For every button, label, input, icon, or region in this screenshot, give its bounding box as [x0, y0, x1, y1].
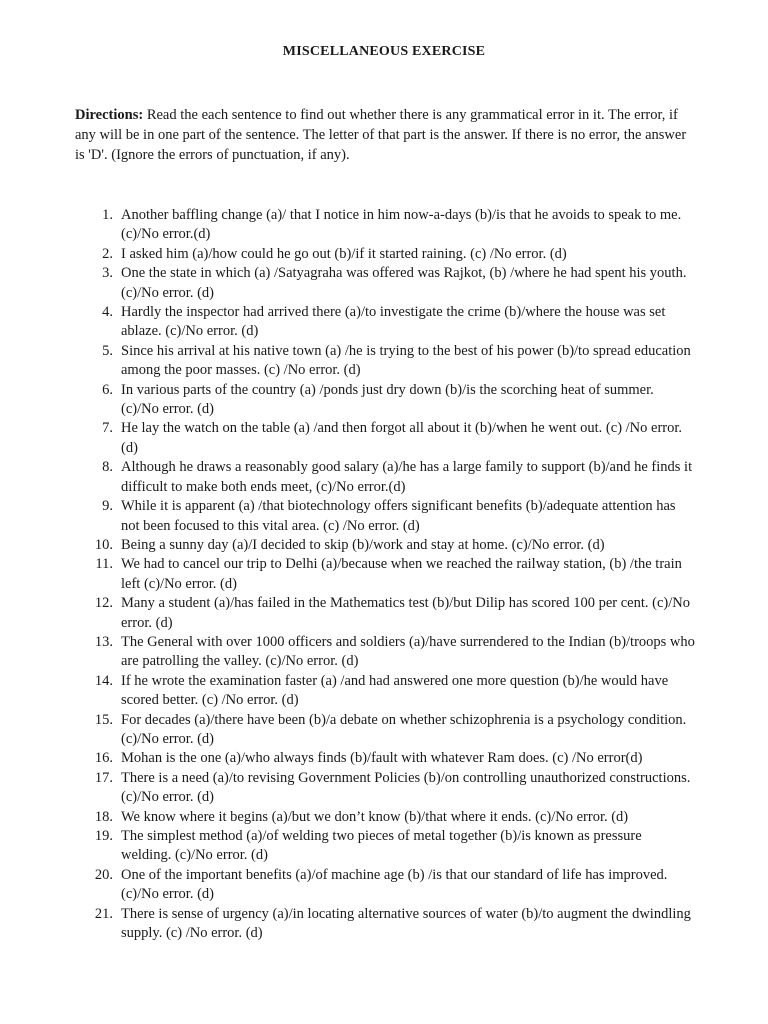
question-text: Being a sunny day (a)/I decided to skip (b)/work and stay at home. (c)/No error. (d) [121, 536, 605, 553]
question-item [75, 827, 695, 866]
question-item [75, 303, 695, 342]
question-text: In various parts of the country (a) /ponds just dry down (b)/is the scorching heat of summer. (c)/No error. (d) [121, 381, 654, 418]
question-text: He lay the watch on the table (a) /and then forgot all about it (b)/when he went out. (c) /No error. (d) [121, 420, 683, 456]
question-text: Although he draws a reasonably good salary (a)/he has a large family to support (b)/and he finds it difficult to make both ends meet, (c)/No error.(d) [121, 459, 693, 495]
question-number: 15. [94, 711, 113, 728]
question-number: 12. [94, 595, 113, 612]
question-number: 2. [102, 245, 113, 262]
question-item [75, 594, 695, 633]
question-item [75, 245, 695, 264]
question-text: For decades (a)/there have been (b)/a debate on whether schizophrenia is a psychology condition. (c)/No error. (d) [121, 711, 687, 747]
page-title: MISCELLANEOUS EXERCISE [282, 44, 486, 59]
question-text: Hardly the inspector had arrived there (a)/to investigate the crime (b)/where the house was set ablaze. (c)/No error. (d) [121, 304, 666, 340]
question-item [75, 555, 695, 594]
question-text: Since his arrival at his native town (a) /he is trying to the best of his power (b)/to spread education among the poor masses. (c) /No error. (d) [121, 342, 691, 379]
question-text: One of the important benefits (a)/of machine age (b) /is that our standard of life has improved. (c)/No error. (d) [121, 866, 668, 903]
question-number: 3. [102, 265, 113, 282]
directions-text: Read the each sentence to find out whether there is any grammatical error in it. The error, if any will be in one part of the sentence. The letter of that part is the answer. If there is no error, the answer is 'D'. (Ignore the errors of punctuation, if any). [75, 107, 687, 163]
question-item [75, 633, 695, 672]
question-number: 4. [102, 304, 113, 321]
question-number: 21. [94, 905, 113, 922]
question-number: 7. [102, 420, 113, 437]
question-item [75, 866, 695, 905]
question-item [75, 905, 695, 944]
question-number: 5. [102, 342, 113, 359]
question-item [75, 419, 695, 458]
question-number: 14. [94, 672, 113, 689]
question-text: The simplest method (a)/of welding two pieces of metal together (b)/is known as pressure welding. (c)/No error. (d) [121, 828, 642, 864]
question-number: 17. [94, 769, 113, 786]
question-number: 16. [94, 750, 113, 767]
question-text: We had to cancel our trip to Delhi (a)/because when we reached the railway station, (b) /the train left (c)/No error. (d) [121, 556, 682, 592]
question-item [75, 206, 695, 245]
question-text: One the state in which (a) /Satyagraha was offered was Rajkot, (b) /where he had spent his youth. (c)/No error. (d) [121, 265, 687, 301]
question-text: Mohan is the one (a)/who always finds (b)/fault with whatever Ram does. (c) /No error(d) [121, 750, 643, 767]
question-item [75, 808, 695, 827]
question-text: While it is apparent (a) /that biotechnology offers significant benefits (b)/adequate attention has not been focused to this vital area. (c) /No error. (d) [121, 498, 676, 534]
question-item [75, 749, 695, 768]
question-number: 13. [94, 633, 113, 650]
question-number: 9. [102, 498, 113, 515]
question-item [75, 711, 695, 750]
question-item [75, 458, 695, 497]
question-text: I asked him (a)/how could he go out (b)/if it started raining. (c) /No error. (d) [121, 245, 567, 262]
question-item [75, 672, 695, 711]
question-item [75, 497, 695, 536]
question-item [75, 342, 695, 381]
question-number: 10. [94, 536, 113, 553]
question-text: If he wrote the examination faster (a) /and had answered one more question (b)/he would have scored better. (c) /No error. (d) [121, 672, 669, 709]
directions-label: Directions: [75, 107, 144, 123]
question-text: There is a need (a)/to revising Government Policies (b)/on controlling unauthorized constructions. (c)/No error. (d) [121, 769, 691, 806]
question-item [75, 536, 695, 555]
question-number: 6. [102, 381, 113, 398]
question-number: 11. [95, 556, 113, 573]
question-text: The General with over 1000 officers and soldiers (a)/have surrendered to the Indian (b)/troops who are patrolling the valley. (c)/No error. (d) [121, 633, 695, 670]
question-number: 1. [102, 207, 113, 223]
question-text: Another baffling change (a)/ that I notice in him now-a-days (b)/is that he avoids to speak to me. (c)/No error.(d) [121, 207, 682, 243]
question-item [75, 381, 695, 420]
question-number: 18. [94, 808, 113, 825]
question-item [75, 769, 695, 808]
question-list [75, 206, 695, 943]
question-number: 19. [94, 828, 113, 844]
question-text: There is sense of urgency (a)/in locating alternative sources of water (b)/to augment the dwindling supply. (c) /No error. (d) [121, 905, 691, 942]
question-item [75, 264, 695, 303]
directions-paragraph [75, 105, 691, 165]
question-text: Many a student (a)/has failed in the Mathematics test (b)/but Dilip has scored 100 per cent. (c)/No error. (d) [121, 595, 690, 631]
question-number: 8. [102, 459, 113, 476]
question-text: We know where it begins (a)/but we don’t know (b)/that where it ends. (c)/No error. (d) [121, 808, 629, 825]
question-number: 20. [94, 866, 113, 883]
